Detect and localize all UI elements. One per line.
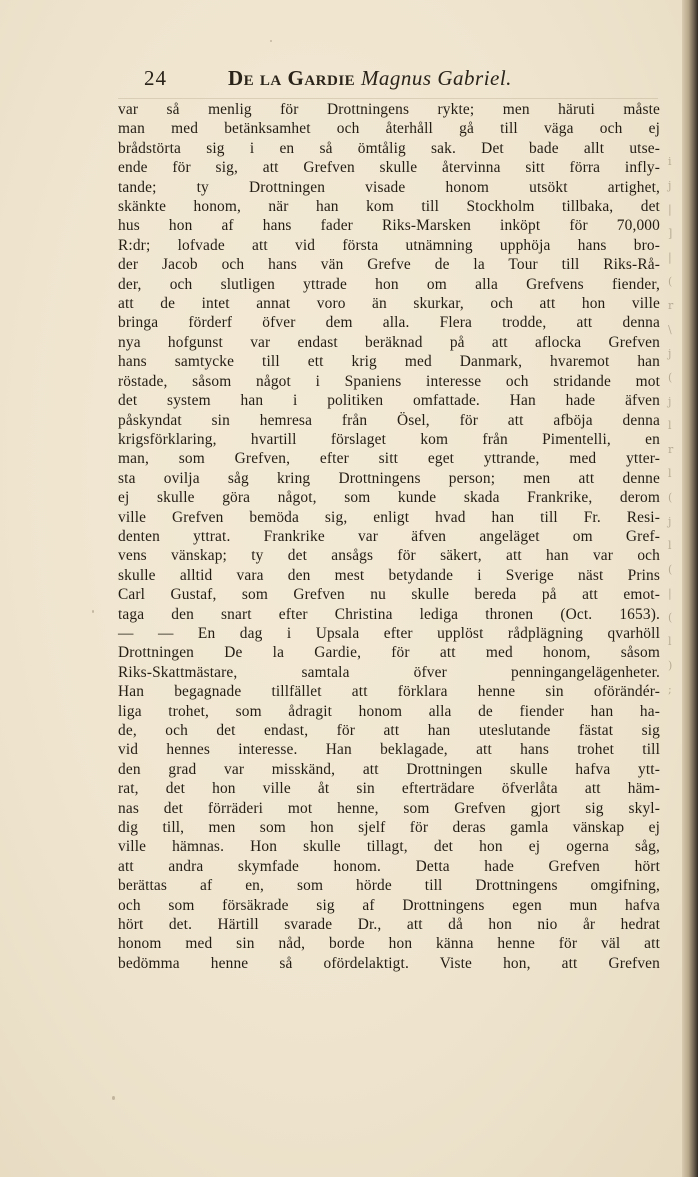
text-line: berättas af en, som hörde till Drottningens omgifning, bbox=[118, 877, 660, 895]
text-line: bringa förderf öfver dem alla. Flera trodde, att denna bbox=[118, 314, 660, 332]
text-line: bedömma henne så ofördelaktigt. Viste hon, att Grefven bbox=[118, 954, 660, 972]
text-line: att andra skymfade honom. Detta hade Grefven hört bbox=[118, 857, 660, 875]
paper-speck bbox=[112, 1096, 115, 1100]
text-line: ville hämnas. Hon skulle tillagt, det hon ej ogerna såg, bbox=[118, 838, 660, 856]
running-title-name: Magnus Gabriel. bbox=[360, 66, 512, 90]
text-line: skulle alltid vara den mest betydande i Sverige näst Prins bbox=[118, 566, 660, 584]
running-title-prefix: De la Gardie bbox=[228, 66, 356, 90]
running-title bbox=[228, 66, 512, 91]
text-line: Riks-Skattmästare, samtala öfver penningangelägenheter. bbox=[118, 663, 660, 681]
text-line: sta ovilja såg kring Drottningens person; men att denne bbox=[118, 469, 660, 487]
text-line: Han begagnade tillfället att förklara henne sin oförändér- bbox=[118, 683, 660, 701]
text-line: brådstörta sig i en så ömtålig sak. Det bade allt utse- bbox=[118, 139, 660, 157]
text-line: taga den snart efter Christina lediga thronen (Oct. 1653). bbox=[118, 605, 660, 623]
text-line: man med betänksamhet och återhåll gå till väga och ej bbox=[118, 120, 660, 138]
text-line: denten yttrat. Frankrike var äfven angeläget om Gref- bbox=[118, 527, 660, 545]
text-line: röstade, såsom något i Spaniens interesse och stridande mot bbox=[118, 372, 660, 390]
text-line: påskyndat sin hemresa från Ösel, för att afböja denna bbox=[118, 411, 660, 429]
text-line: nya hofgunst var endast beräknad på att aflocka Grefven bbox=[118, 333, 660, 351]
text-line: att de intet annat voro än skurkar, och att hon ville bbox=[118, 295, 660, 313]
header-rule bbox=[118, 98, 658, 99]
text-line: der, och slutligen yttrade hon om alla Grefvens fiender, bbox=[118, 275, 660, 293]
text-line: Carl Gustaf, som Grefven nu skulle bereda på att emot- bbox=[118, 586, 660, 604]
text-line: Drottningen De la Gardie, för att med honom, såsom bbox=[118, 644, 660, 662]
page-header bbox=[118, 66, 658, 94]
text-line: — — En dag i Upsala efter upplöst rådplägning qvarhöll bbox=[118, 624, 660, 642]
text-line: hans samtycke till ett krig med Danmark, hvaremot han bbox=[118, 353, 660, 371]
paper-speck bbox=[270, 40, 272, 42]
text-line: krigsförklaring, hvartill förslaget kom från Pimentelli, en bbox=[118, 430, 660, 448]
text-line: dig till, men som hon sjelf för deras gamla vänskap ej bbox=[118, 819, 660, 837]
page-gutter-shadow bbox=[682, 0, 698, 1177]
text-line: ville Grefven bemöda sig, enligt hvad han till Fr. Resi- bbox=[118, 508, 660, 526]
text-line: vid hennes interesse. Han beklagade, att hans trohet till bbox=[118, 741, 660, 759]
text-line: rat, det hon ville åt sin efterträdare öfverlåta att häm- bbox=[118, 780, 660, 798]
text-line: hört det. Härtill svarade Dr., att då hon nio år hedrat bbox=[118, 916, 660, 934]
text-line: honom med sin nåd, borde hon känna henne för väl att bbox=[118, 935, 660, 953]
text-line: vens vänskap; ty det ansågs för säkert, att han var och bbox=[118, 547, 660, 565]
text-line: tande; ty Drottningen visade honom utsökt artighet, bbox=[118, 178, 660, 196]
text-line: liga trohet, som ådragit honom alla de fiender han ha- bbox=[118, 702, 660, 720]
text-line: de, och det endast, för att han uteslutande fästat sig bbox=[118, 722, 660, 739]
text-line: R:dr; lofvade att vid första utnämning upphöja hans bro- bbox=[118, 236, 660, 254]
text-line: nas det förräderi mot henne, som Grefven gjort sig skyl- bbox=[118, 799, 660, 817]
paper-speck bbox=[92, 610, 94, 613]
text-line: den grad var misskänd, att Drottningen skulle hafva ytt- bbox=[118, 760, 660, 778]
body-text bbox=[118, 100, 660, 1060]
text-line: hus hon af hans fader Riks-Marsken inköpt för 70,000 bbox=[118, 217, 660, 235]
page-number: 24 bbox=[144, 66, 167, 90]
text-line: ej skulle göra något, som kunde skada Frankrike, derom bbox=[118, 489, 660, 507]
text-line: skänkte honom, när han kom till Stockholm tillbaka, det bbox=[118, 198, 660, 216]
text-line: ende för sig, att Grefven skulle återvinna sitt förra infly- bbox=[118, 159, 660, 177]
bleed-through-glyphs: i j | ] | ( r \ j ( j l r l ( j l ( | ( l ) ; bbox=[668, 155, 674, 696]
text-line: man, som Grefven, efter sitt eget yttrande, med ytter- bbox=[118, 450, 660, 468]
text-line: der Jacob och hans vän Grefve de la Tour till Riks-Rå- bbox=[118, 256, 660, 274]
text-line: det system han i politiken omfattade. Han hade äfven bbox=[118, 392, 660, 410]
text-line: var så menlig för Drottningens rykte; men häruti måste bbox=[118, 101, 660, 118]
text-line: och som försäkrade sig af Drottningens egen mun hafva bbox=[118, 896, 660, 914]
